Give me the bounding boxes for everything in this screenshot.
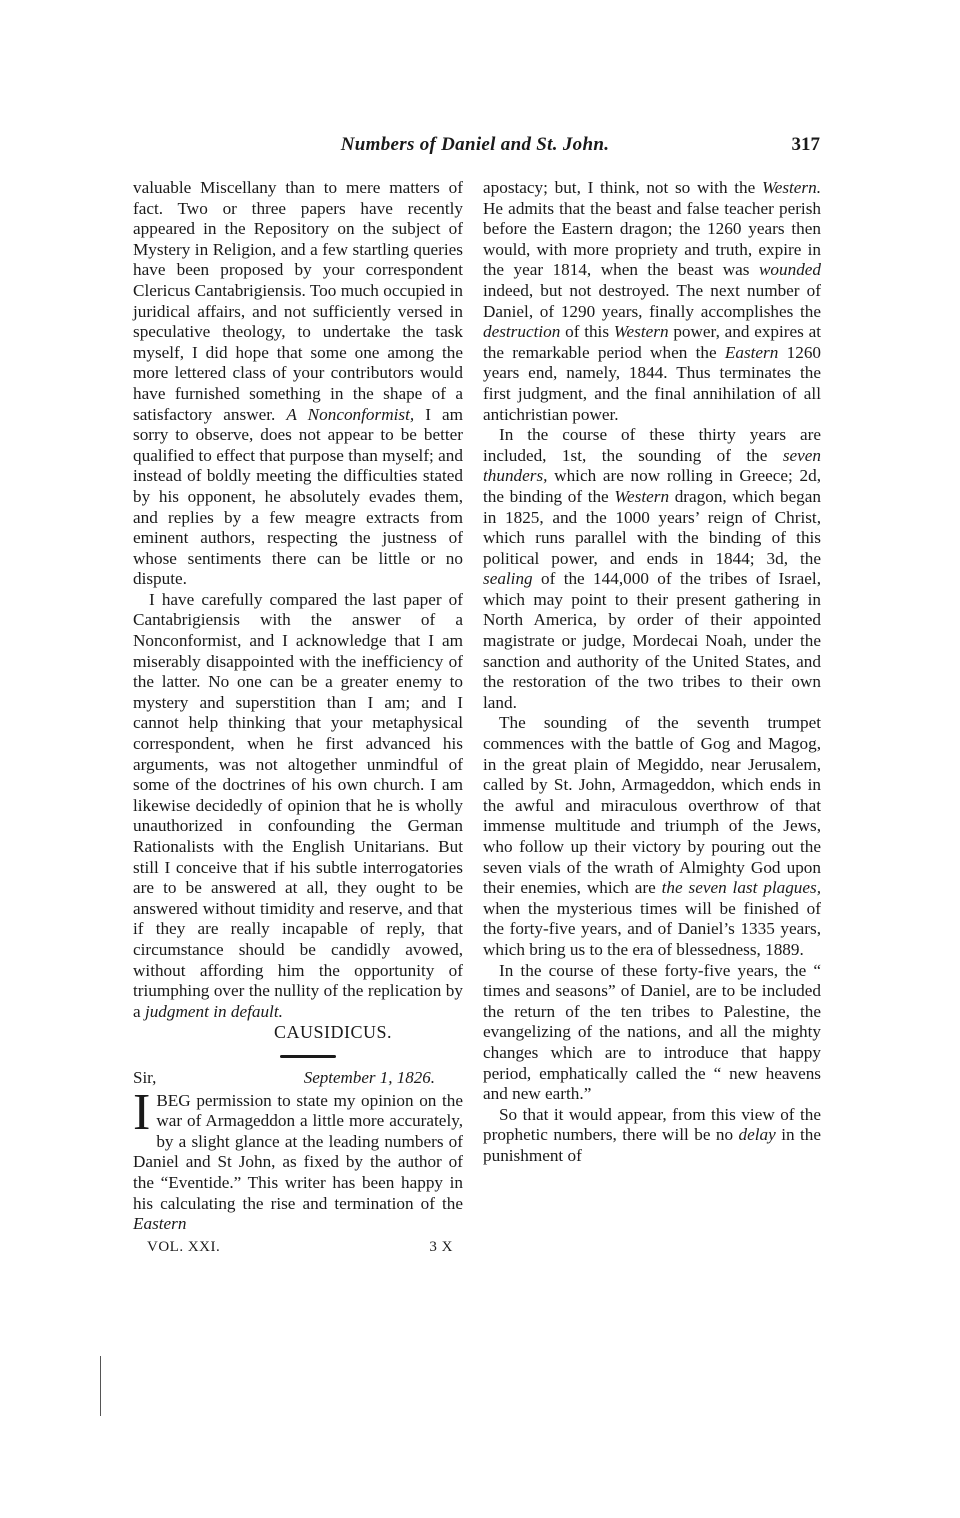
paragraph-text: In the course of these thirty years are included, 1st, the sounding of the (483, 425, 821, 465)
paragraph (483, 178, 821, 425)
paragraph (483, 425, 821, 713)
left-column (133, 178, 463, 1257)
emphasis-text: judgment in default. (144, 1001, 283, 1021)
paragraph (483, 961, 821, 1105)
paragraph (133, 1083, 463, 1235)
paragraph-text: dragon, which began in 1825, and the 1000 years’ reign of Christ, which runs parallel with the binding of this political power, and ends in 1844; 3d, the (483, 486, 821, 568)
paragraph-text: The sounding of the seventh trumpet commences with the battle of Gog and Magog, in the great plain of Megiddo, near Jerusalem, called by St. John, Armageddon, which ends in the awful and miraculous overthrow of that immense multitude and triumph of the Jews, who follow up their victory by pouring out the seven vials of the wrath of Almighty God upon their enemies, which are (483, 713, 821, 898)
paragraph-text: I am sorry to observe, does not appear to be better qualified to effect that purpose than myself; and instead of boldly meeting the difficulties stated by his opponent, he absolutely evades them, and replies by a few meagre extracts from eminent authors, respecting the justness of whose sentiments there can be little or no dispute. (133, 404, 464, 589)
paragraph-text: power, and expires at the remarkable period when the (483, 322, 822, 362)
ornamental-rule (280, 1055, 336, 1058)
page-footer (133, 1237, 463, 1258)
paragraph (133, 590, 463, 1022)
emphasis-text: destruction (483, 322, 561, 342)
letter-date: September 1, 1826. (303, 1067, 435, 1087)
emphasis-text: Eastern (133, 1214, 187, 1234)
emphasis-text: delay (738, 1125, 776, 1145)
emphasis-text: Western. (761, 178, 821, 197)
right-column (483, 178, 821, 1167)
emphasis-text: the seven last plagues, (661, 878, 822, 898)
paragraph (133, 178, 463, 590)
emphasis-text: sealing (483, 569, 533, 589)
margin-mark (100, 1356, 101, 1416)
running-title: Numbers of Daniel and St. John. (340, 134, 610, 155)
paragraph-text: So that it would appear, from this view of the prophetic numbers, there will be no (483, 1104, 821, 1145)
letter-heading (133, 1068, 463, 1089)
paragraph-text: which are now rolling in Greece; 2d, the binding of the (483, 466, 822, 506)
paragraph-text: I have carefully compared the last paper of Cantabrigiensis with the answer of a Nonconformist, and I acknowledge that I am miserably disappointed with the inefficiency of the latter. No one can be a greater enemy to mystery and superstition than I am; and I cannot help thinking that your metaphysical correspondent, when he first advanced his arguments, was not altogether unmindful of some of the doctrines of his own church. I am likewise decidedly of opinion that he is wholly unauthorized in confounding the German Rationalists with the English Unitarians. But still I conceive that if his subtle interrogatories are to be answered at all, they ought to be answered without timidity and reserve, and that if they are really incapable of reply, that circumstance should be candidly avowed, without affording him the opportunity of triumphing over the nullity of the replication by a (133, 589, 463, 1021)
emphasis-text: Western (614, 486, 670, 506)
emphasis-text: Eastern (724, 342, 779, 362)
paragraph-text: He admits that the beast and false teacher perish before the Eastern dragon; the 1260 years then would, with more propriety and truth, expire in the year 1814, when the beast was (483, 198, 821, 280)
page-number: 317 (791, 134, 820, 155)
running-head (130, 134, 820, 164)
paragraph (483, 713, 821, 960)
paragraph-text: apostacy; but, I think, not so with the (483, 178, 756, 197)
volume-label: VOL. XXI. (147, 1238, 221, 1255)
paragraph-text: 1260 years end, namely, 1844. Thus terminates the first judgment, and the final annihilation of all antichristian power. (483, 342, 822, 424)
paragraph-text: in the punishment of (483, 1125, 821, 1165)
emphasis-text: Western (613, 322, 669, 342)
paragraph-text: of the 144,000 of the tribes of Israel, which may point to their present gathering in North America, by order of their appointed magistrate or judge, Mordecai Noah, under the sanction and authority of the United States, and the restoration of the two tribes to their own land. (483, 569, 821, 712)
salutation: Sir, (133, 1067, 157, 1087)
emphasis-text: wounded (758, 260, 822, 280)
paragraph-text: BEG permission to state my opinion on the war of Armageddon a little more accurately, by a slight glance at the leading numbers of Daniel and St John, as fixed by the author of the “Eventide.” This writer has been happy in his calculating the rise and termination of the (133, 1090, 463, 1213)
paragraph-text: indeed, but not destroyed. The next number of Daniel, of 1290 years, finally accomplishes the (483, 280, 821, 321)
drop-cap: I (133, 1083, 151, 1141)
signature: CAUSIDICUS. (273, 1022, 393, 1043)
paragraph (483, 1105, 821, 1167)
paragraph-text: valuable Miscellany than to mere matters of fact. Two or three papers have recently appeared in the Repository on the subject of Mystery in Religion, and a few startling queries have been proposed by your correspondent Clericus Cantabrigiensis. Too much occupied in juridical affairs, and not sufficiently versed in speculative theology, to undertake the task myself, I did hope that some one among the more lettered class of your contributors would have furnished something in the shape of a satisfactory answer. (133, 178, 463, 424)
paragraph-text: In the course of these forty-five years, the “ times and seasons” of Daniel, are to be included the return of the ten tribes to Palestine, the evangelizing of the nations, and all the mighty changes which are to introduce that happy period, emphatically called the “ new heavens and new earth.” (483, 960, 821, 1104)
emphasis-text: seven thunders, (483, 445, 821, 486)
emphasis-text: A Nonconformist, (286, 404, 415, 424)
paragraph-text: when the mysterious times will be finished of the forty-five years, and of Daniel’s 1335 years, which bring us to the era of blessedness, 1889. (483, 898, 821, 959)
paragraph-text: of this (565, 322, 610, 342)
signature-mark: 3 X (429, 1238, 453, 1255)
